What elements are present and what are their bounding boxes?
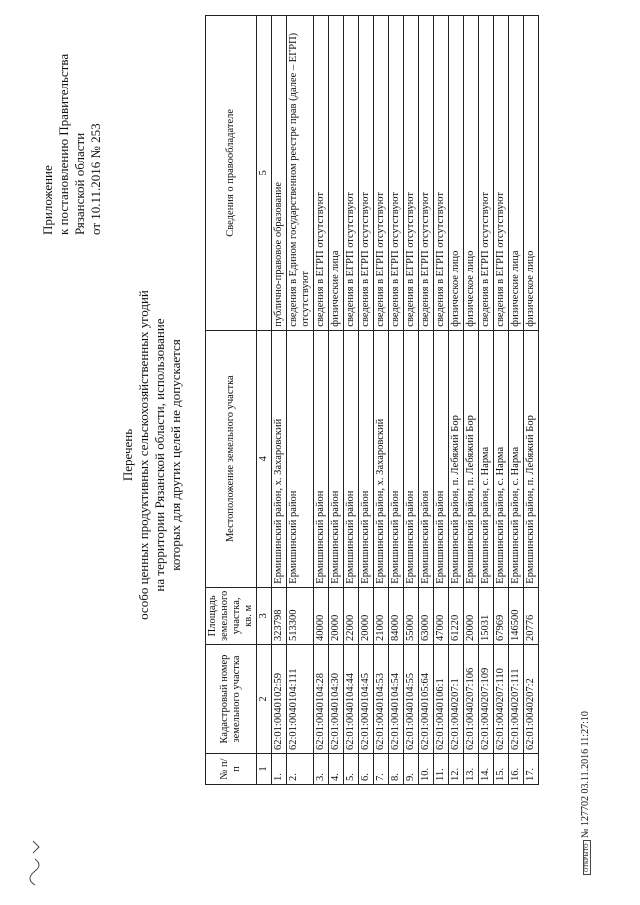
area-cell: 61220: [449, 587, 464, 644]
document-reference: [580, 711, 591, 875]
table-row: [419, 16, 434, 785]
colnum-2: 2: [257, 645, 272, 754]
owner-info-cell: сведения в ЕГРП отсутствуют: [404, 16, 419, 331]
row-number-cell: 3.: [314, 754, 329, 785]
appendix-decree: к постановлению Правительства: [56, 53, 71, 235]
cadastral-number-cell: 62:01:0040207:110: [494, 645, 509, 754]
owner-info-cell: сведения в ЕГРП отсутствуют: [479, 16, 494, 331]
row-number-cell: 14.: [479, 754, 494, 785]
row-number-cell: 1.: [272, 754, 287, 785]
colnum-3: 3: [257, 587, 272, 644]
cadastral-number-cell: 62:01:0040207:109: [479, 645, 494, 754]
cadastral-number-cell: 62:01:0040104:54: [389, 645, 404, 754]
cadastral-number-cell: 62:01:0040102:59: [272, 645, 287, 754]
table-row: [404, 16, 419, 785]
area-cell: 20776: [524, 587, 539, 644]
table-row: [359, 16, 374, 785]
location-cell: Ермишинский район: [329, 330, 344, 587]
location-cell: Ермишинский район, п. Лебяжий Бор: [449, 330, 464, 587]
table-row: [464, 16, 479, 785]
colnum-1: 1: [257, 754, 272, 785]
area-cell: 63000: [419, 587, 434, 644]
location-cell: Ермишинский район, с. Нарма: [494, 330, 509, 587]
cadastral-number-cell: 62:01:0040104:45: [359, 645, 374, 754]
area-cell: 67969: [494, 587, 509, 644]
area-cell: 15031: [479, 587, 494, 644]
row-number-cell: 16.: [509, 754, 524, 785]
owner-info-cell: сведения в ЕГРП отсутствуют: [374, 16, 389, 331]
area-cell: 20000: [329, 587, 344, 644]
owner-info-cell: физические лица: [509, 16, 524, 331]
area-cell: 84000: [389, 587, 404, 644]
table-row: [329, 16, 344, 785]
row-number-cell: 15.: [494, 754, 509, 785]
location-cell: Ермишинский район, с. Нарма: [479, 330, 494, 587]
location-cell: Ермишинский район: [314, 330, 329, 587]
row-number-cell: 17.: [524, 754, 539, 785]
area-cell: 20000: [359, 587, 374, 644]
title-line-1: Перечень: [120, 428, 135, 482]
table-header-row: [206, 16, 257, 785]
area-cell: 40000: [314, 587, 329, 644]
row-number-cell: 6.: [359, 754, 374, 785]
area-cell: 323798: [272, 587, 287, 644]
cadastral-number-cell: 62:01:0040104:30: [329, 645, 344, 754]
table-body: [272, 16, 539, 785]
owner-info-cell: сведения в ЕГРП отсутствуют: [359, 16, 374, 331]
owner-info-cell: физическое лицо: [449, 16, 464, 331]
area-cell: 47000: [434, 587, 449, 644]
appendix-header: [40, 15, 104, 235]
table-row: [287, 16, 314, 785]
table-row: [314, 16, 329, 785]
row-number-cell: 7.: [374, 754, 389, 785]
location-cell: Ермишинский район, х. Захаровский: [272, 330, 287, 587]
header-area: Площадь земельного участка, кв. м: [206, 587, 257, 644]
cadastral-number-cell: 62:01:0040104:55: [404, 645, 419, 754]
location-cell: Ермишинский район: [419, 330, 434, 587]
cadastral-number-cell: 62:01:0040207:1: [449, 645, 464, 754]
owner-info-cell: физические лица: [329, 16, 344, 331]
owner-info-cell: публично-правовое образование: [272, 16, 287, 331]
row-number-cell: 2.: [287, 754, 314, 785]
colnum-5: 5: [257, 16, 272, 331]
title-line-2: особо ценных продуктивных сельскохозяйственных угодий: [136, 290, 151, 620]
row-number-cell: 10.: [419, 754, 434, 785]
cadastral-number-cell: 62:01:0040104:44: [344, 645, 359, 754]
table-row: [479, 16, 494, 785]
owner-info-cell: сведения в ЕГРП отсутствуют: [314, 16, 329, 331]
table-row: [272, 16, 287, 785]
area-cell: 21000: [374, 587, 389, 644]
owner-info-cell: сведения в ЕГРП отсутствуют: [389, 16, 404, 331]
row-number-cell: 5.: [344, 754, 359, 785]
stamp-graphic: [5, 755, 75, 905]
table-row: [434, 16, 449, 785]
area-cell: 513300: [287, 587, 314, 644]
owner-info-cell: сведения в Едином государственном реестре прав (далее – ЕГРП) отсутствуют: [287, 16, 314, 331]
doc-ref-text: № 127702 03.11.2016 11:27:10: [580, 711, 591, 838]
location-cell: Ермишинский район: [434, 330, 449, 587]
owner-info-cell: сведения в ЕГРП отсутствуют: [494, 16, 509, 331]
title-line-4: которых для других целей не допускается: [168, 339, 183, 571]
title-line-3: на территории Рязанской области, использование: [152, 318, 167, 592]
cadastral-number-cell: 62:01:0040207:2: [524, 645, 539, 754]
table-row: [344, 16, 359, 785]
owner-info-cell: физическое лицо: [524, 16, 539, 331]
area-cell: 22000: [344, 587, 359, 644]
cadastral-number-cell: 62:01:0040104:53: [374, 645, 389, 754]
cadastral-number-cell: 62:01:0040207:111: [509, 645, 524, 754]
location-cell: Ермишинский район, х. Захаровский: [374, 330, 389, 587]
cadastral-number-cell: 62:01:0040105:64: [419, 645, 434, 754]
owner-info-cell: физическое лицо: [464, 16, 479, 331]
owner-info-cell: сведения в ЕГРП отсутствуют: [344, 16, 359, 331]
location-cell: Ермишинский район, с. Нарма: [509, 330, 524, 587]
document-title: [120, 155, 184, 755]
table-colnum-row: [257, 16, 272, 785]
header-cadastral: Кадастровый номер земельного участка: [206, 645, 257, 754]
location-cell: Ермишинский район, п. Лебяжий Бор: [524, 330, 539, 587]
location-cell: Ермишинский район: [359, 330, 374, 587]
registration-stamp: [5, 755, 75, 905]
cadastral-number-cell: 62:01:0040104:28: [314, 645, 329, 754]
row-number-cell: 13.: [464, 754, 479, 785]
location-cell: Ермишинский район, п. Лебяжий Бор: [464, 330, 479, 587]
area-cell: 20000: [464, 587, 479, 644]
row-number-cell: 11.: [434, 754, 449, 785]
area-cell: 146500: [509, 587, 524, 644]
header-owner: Сведения о правообладателе: [206, 16, 257, 331]
appendix-label: Приложение: [40, 165, 55, 235]
row-number-cell: 12.: [449, 754, 464, 785]
cadastral-number-cell: 62:01:0040104:111: [287, 645, 314, 754]
owner-info-cell: сведения в ЕГРП отсутствуют: [419, 16, 434, 331]
owner-info-cell: сведения в ЕГРП отсутствуют: [434, 16, 449, 331]
appendix-region: Рязанской области: [72, 132, 87, 235]
location-cell: Ермишинский район: [344, 330, 359, 587]
row-number-cell: 4.: [329, 754, 344, 785]
table-row: [509, 16, 524, 785]
row-number-cell: 9.: [404, 754, 419, 785]
appendix-date-number: от 10.11.2016 № 253: [88, 123, 103, 235]
table-row: [494, 16, 509, 785]
header-location: Местоположение земельного участка: [206, 330, 257, 587]
location-cell: Ермишинский район: [287, 330, 314, 587]
area-cell: 55000: [404, 587, 419, 644]
location-cell: Ермишинский район: [404, 330, 419, 587]
row-number-cell: 8.: [389, 754, 404, 785]
cadastral-number-cell: 62:01:0040106:1: [434, 645, 449, 754]
location-cell: Ермишинский район: [389, 330, 404, 587]
table-row: [389, 16, 404, 785]
stamp-label: ОТКРЫТО: [583, 841, 591, 876]
table-row: [449, 16, 464, 785]
cadastral-number-cell: 62:01:0040207:106: [464, 645, 479, 754]
table-row: [374, 16, 389, 785]
colnum-4: 4: [257, 330, 272, 587]
header-number: № п/п: [206, 754, 257, 785]
land-plots-table: [205, 15, 539, 785]
table-row: [524, 16, 539, 785]
